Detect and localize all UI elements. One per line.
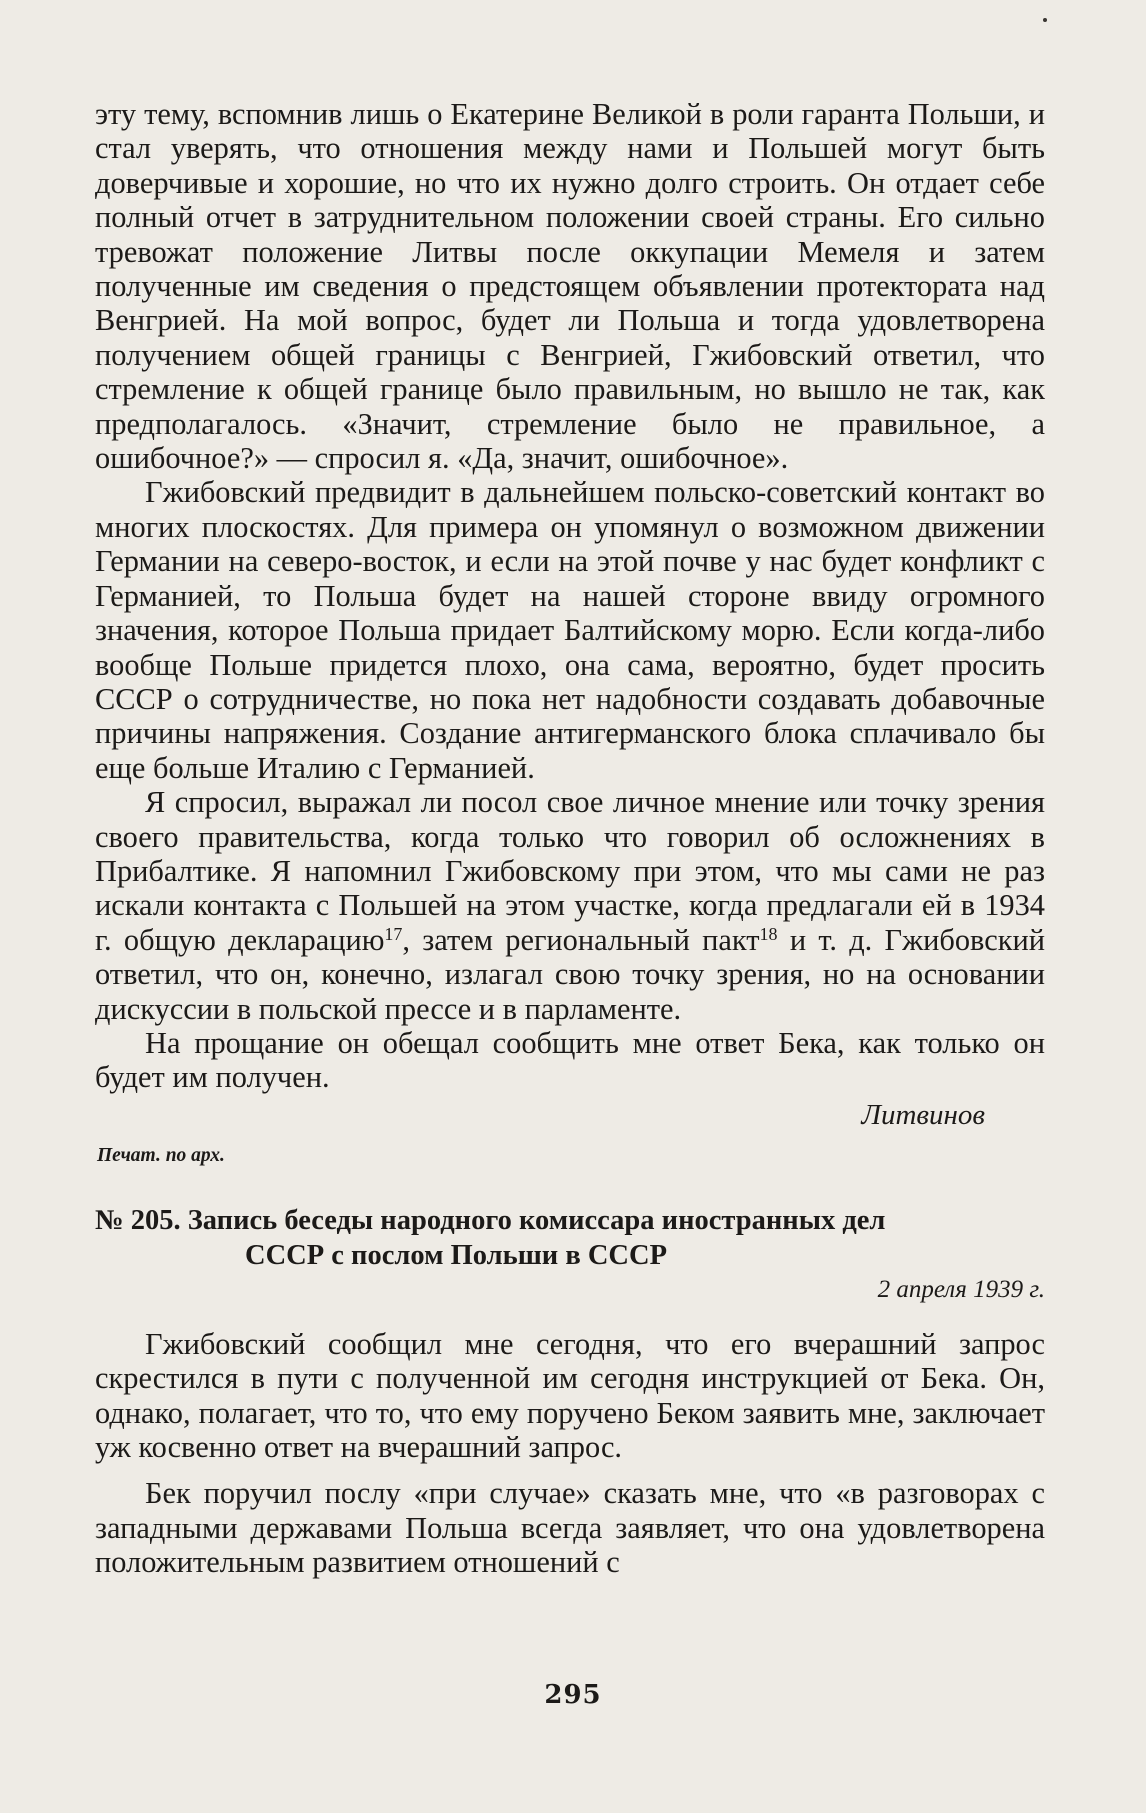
paragraph-text-part: и т. д. Гжибовский ответил, что он, конечно, излагал свою точку зрения, но на основании дискуссии в польской прессе и в парламенте. xyxy=(95,922,1045,1026)
print-speck xyxy=(1043,18,1047,22)
footnote-ref-17: 17 xyxy=(384,923,403,944)
paragraph-grzybowski-contact: Гжибовский предвидит в дальнейшем польско-советский контакт во многих плоскостях. Для примера он упомянул о возможном движении Германии на северо-восток, и если на этой почве у нас будет конфликт с Германией, то Польша будет на нашей стороне ввиду огромного значения, которое Польша придает Балтийскому морю. Если когда-либо вообще Польше придется плохо, она сама, вероятно, будет просить СССР о сотрудничестве, но пока нет надобности создавать добавочные причины напряжения. Создание антигерманского блока сплачивало бы еще больше Италию с Германией. xyxy=(95,475,1045,785)
signature: Литвинов xyxy=(861,1098,985,1131)
paragraph-continued: эту тему, вспомнив лишь о Екатерине Великой в роли гаранта Польши, и стал уверять, что отношения между нами и Польшей могут быть доверчивые и хорошие, но что их нужно долго строить. Он отдает себе полный отчет в затруднительном положении своей страны. Его сильно тревожат положение Литвы после оккупации Мемеля и затем полученные им сведения о предстоящем объявлении протектората над Венгрией. На мой вопрос, будет ли Польша и тогда удовлетворена получением общей границы с Венгрией, Гжибовский ответил, что стремление к общей границе было правильным, но вышло не так, как предполагалось. «Значит, стремление было не правильное, а ошибочное?» — спросил я. «Да, значит, ошибочное». xyxy=(95,97,1045,476)
footnote-ref-18: 18 xyxy=(759,923,778,944)
paragraph-beck-instruction: Бек поручил послу «при случае» сказать мне, что «в разговорах с западными державами Польша всегда заявляет, что она удовлетворена положительным развитием отношений с xyxy=(95,1476,1045,1580)
spacer xyxy=(95,1305,1045,1327)
paragraph-text-part: Я спросил, выражал ли посол свое личное мнение или точку зрения своего правительства, когда только что говорил об осложнениях в Прибалтике. Я напомнил Гжибовскому при этом, что мы сами не раз искали контакта с Польшей на этом участке, когда предлагали ей в 1934 г. общую декларацию xyxy=(95,785,1045,957)
source-note: Печат. по арх. xyxy=(97,1144,225,1166)
document-heading-line1: № 205. Запись беседы народного комиссара иностранных дел xyxy=(95,1204,886,1236)
paragraph-text-part: , затем региональный пакт xyxy=(402,922,760,957)
page-number: 295 xyxy=(544,1680,602,1710)
paragraph-question-to-ambassador xyxy=(95,785,1045,1026)
spacer xyxy=(95,1464,1045,1476)
paragraph-farewell: На прощание он обещал сообщить мне ответ Бека, как только он будет им получен. xyxy=(95,1025,1045,1095)
document-date: 2 апреля 1939 г. xyxy=(877,1275,1045,1303)
paragraph-grzybowski-report: Гжибовский сообщил мне сегодня, что его вчерашний запрос скрестился в пути с полученной им сегодня инструкцией от Бека. Он, однако, полагает, что то, что ему поручено Беком заявить мне, заключает уж косвенно ответ на вчерашний запрос. xyxy=(95,1326,1045,1464)
document-heading xyxy=(95,1203,1045,1273)
document-heading-line2: СССР с послом Польши в СССР xyxy=(245,1239,667,1271)
page-body xyxy=(95,97,1045,1580)
